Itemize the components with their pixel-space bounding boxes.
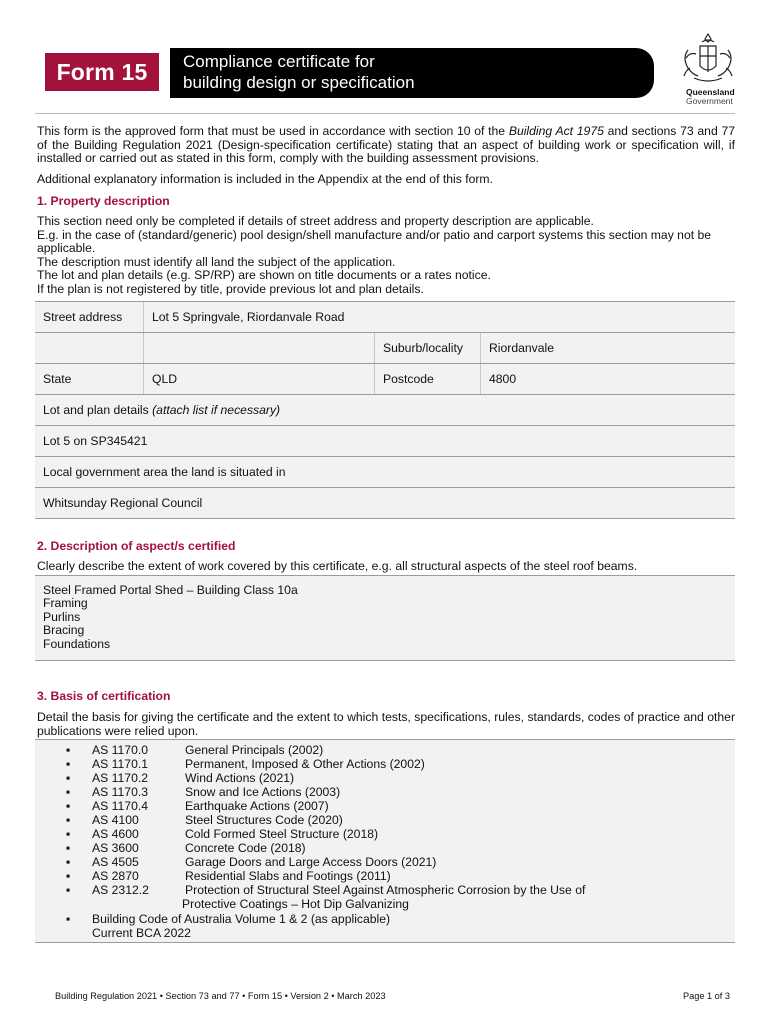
street-address-field[interactable]: Lot 5 Springvale, Riordanvale Road [152,310,345,324]
bullet-icon: ▪ [66,883,71,897]
footer-document-info: Building Regulation 2021 • Section 73 and 77 • Form 15 • Version 2 • March 2023 [55,991,386,1001]
logo-queensland: Queensland [686,87,735,97]
standard-code: AS 1170.0 [92,743,149,757]
standard-description: Concrete Code (2018) [185,841,306,855]
footer-page-number: Page 1 of 3 [683,991,730,1001]
bullet-icon: ▪ [66,799,71,813]
state-label: State [43,372,72,386]
aspect-line-4: Bracing [43,623,85,638]
standard-code: AS 2312.2 [92,883,149,897]
state-field[interactable]: QLD [152,372,178,386]
logo-government: Government [686,96,733,106]
bullet-icon: ▪ [66,912,71,926]
postcode-field[interactable]: 4800 [489,372,517,386]
header-divider [35,113,735,114]
section-2-instruction: Clearly describe the extent of work covered by this certificate, e.g. all structural aspects of the steel roof beams. [37,559,638,573]
bullet-icon: ▪ [66,855,71,869]
bullet-icon: ▪ [66,757,71,771]
section-1-line-4: The lot and plan details (e.g. SP/RP) are shown on title documents or a rates notice. [37,268,491,283]
bullet-icon: ▪ [66,841,71,855]
suburb-label: Suburb/locality [383,341,463,355]
standard-description: Permanent, Imposed & Other Actions (2002) [185,757,425,771]
intro-act-name: Building Act 1975 [508,124,604,138]
lga-label: Local government area the land is situated in [43,465,286,479]
standard-row [35,757,735,771]
standard-code: AS 1170.1 [92,757,149,771]
standard-row [35,813,735,827]
bullet-icon: ▪ [66,827,71,841]
standard-row [35,743,735,757]
standards-list [35,743,735,897]
government-logo-text [686,88,741,106]
section-2-heading: 2. Description of aspect/s certified [37,539,236,553]
standard-code: AS 4100 [92,813,139,827]
intro-text-a: This form is the approved form that must be used in accordance with section 10 of the [37,124,509,138]
section-3-instruction: Detail the basis for giving the certificate and the extent to which tests, specifications, rules, standards, codes of practice and other publications were relied upon. [37,710,735,738]
property-table [35,301,735,519]
bullet-icon: ▪ [66,869,71,883]
standard-code: AS 1170.4 [92,799,149,813]
bullet-icon: ▪ [66,743,71,757]
lot-plan-label-note: (attach list if necessary) [152,403,281,417]
aspects-certified-field[interactable] [35,575,735,661]
standard-row [35,827,735,841]
standard-description: General Principals (2002) [185,743,324,757]
standard-row [35,883,735,897]
standard-row [35,869,735,883]
suburb-row [35,333,735,364]
bca-text: Building Code of Australia Volume 1 & 2 (as applicable) [92,912,391,926]
bullet-icon: ▪ [66,813,71,827]
basis-of-certification-field[interactable] [35,739,735,943]
lot-plan-field[interactable]: Lot 5 on SP345421 [43,434,148,448]
standard-description: Earthquake Actions (2007) [185,799,329,813]
standard-continuation-text: Protective Coatings – Hot Dip Galvanizing [182,897,409,911]
standard-row [35,841,735,855]
lot-plan-label-text: Lot and plan details [43,403,149,417]
lga-label-row [35,457,735,488]
state-row [35,364,735,395]
intro-text-b: and sections 73 and 77 of the Building Regulation 2021 (Design-specification certificate) stating that an aspect of building work or specification will, if installed or carried out as stated in this form, comply with the building assessment provisions. [37,124,736,166]
street-address-label: Street address [43,310,123,324]
aspect-line-3: Purlins [43,609,81,624]
form-title-line-2: building design or specification [183,73,415,92]
section-1-heading: 1. Property description [37,194,170,208]
standard-code: AS 4600 [92,827,139,841]
standard-description: Cold Formed Steel Structure (2018) [185,827,379,841]
section-1-line-2: E.g. in the case of (standard/generic) pool design/shell manufacture and/or patio and carport systems this section may not be applicable. [37,227,712,256]
standard-description: Wind Actions (2021) [185,771,295,785]
standard-row [35,785,735,799]
standard-description: Steel Structures Code (2020) [185,813,343,827]
standard-code: AS 4505 [92,855,139,869]
standard-description: Residential Slabs and Footings (2011) [185,869,391,883]
bca-row [35,912,735,926]
aspect-line-1: Steel Framed Portal Shed – Building Class 10a [43,583,298,597]
standard-row [35,771,735,785]
bca-version-row [35,926,735,940]
section-1-line-1: This section need only be completed if details of street address and property description are applicable. [37,214,594,228]
standard-description: Protection of Structural Steel Against Atmospheric Corrosion by the Use of [185,883,586,897]
lga-field[interactable]: Whitsunday Regional Council [43,496,203,510]
postcode-label: Postcode [383,372,434,386]
aspect-line-5: Foundations [43,636,111,651]
section-3-heading: 3. Basis of certification [37,689,171,703]
intro-appendix-note: Additional explanatory information is included in the Appendix at the end of this form. [37,172,493,186]
street-address-row [35,302,735,333]
form-number-badge: Form 15 [45,53,159,91]
form-title [170,48,654,98]
aspect-line-2: Framing [43,596,88,611]
standard-description: Snow and Ice Actions (2003) [185,785,341,799]
intro-paragraph [37,125,735,166]
standard-code: AS 2870 [92,869,139,883]
standard-description: Garage Doors and Large Access Doors (2021) [185,855,437,869]
form-title-line-1: Compliance certificate for [183,52,375,71]
standard-row [35,855,735,869]
section-1-line-3: The description must identify all land the subject of the application. [37,254,396,269]
standard-code: AS 1170.2 [92,771,149,785]
section-1-line-5: If the plan is not registered by title, provide previous lot and plan details. [37,281,424,296]
standard-code: AS 1170.3 [92,785,149,799]
standard-row [35,799,735,813]
bca-version-text: Current BCA 2022 [92,926,191,940]
standard-continuation-row [35,897,735,911]
section-1-instructions [37,215,735,297]
suburb-field[interactable]: Riordanvale [489,341,555,355]
lga-value-row [35,488,735,519]
standard-code: AS 3600 [92,841,139,855]
bullet-icon: ▪ [66,771,71,785]
lot-plan-label [43,395,280,425]
lot-plan-label-row [35,395,735,426]
bullet-icon: ▪ [66,785,71,799]
lot-plan-value-row [35,426,735,457]
